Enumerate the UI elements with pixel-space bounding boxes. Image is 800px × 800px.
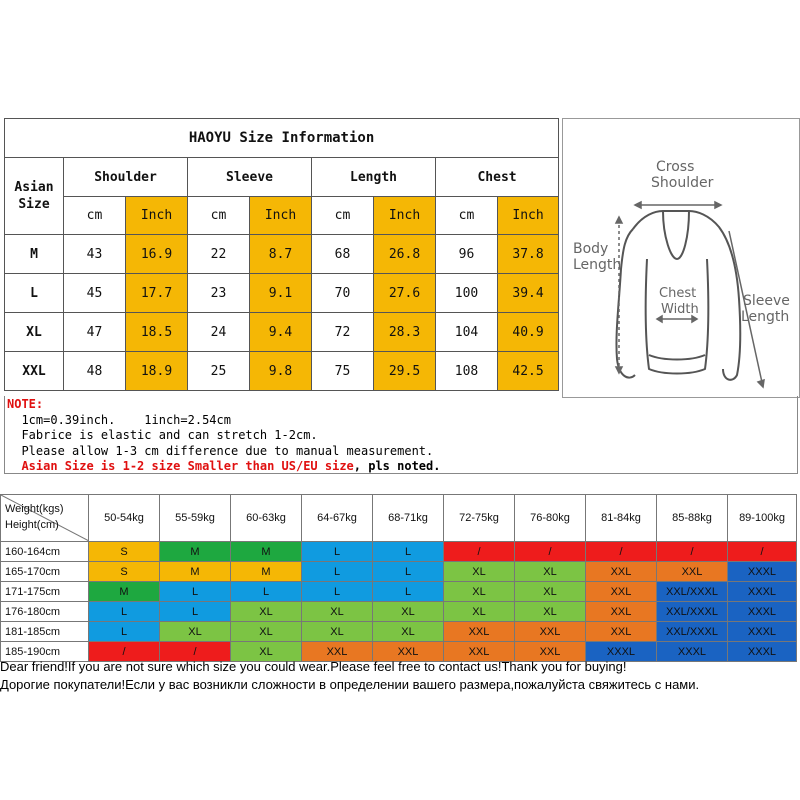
asian-size-warning: Asian Size is 1-2 size Smaller than US/EU size xyxy=(7,459,354,473)
size-recommendation-cell: XXL xyxy=(586,602,657,622)
subheader-inch: Inch xyxy=(498,197,559,235)
corner-height-label: Height(cm) xyxy=(5,519,59,531)
size-recommendation-cell: M xyxy=(160,542,231,562)
size-recommendation-cell: XXL xyxy=(444,642,515,662)
weight-column-header: 85-88kg xyxy=(657,495,728,542)
neckline-outline xyxy=(663,211,689,259)
size-recommendation-cell: L xyxy=(160,582,231,602)
size-recommendation-cell: L xyxy=(231,582,302,602)
size-recommendation-cell: XL xyxy=(515,562,586,582)
height-row xyxy=(1,542,797,562)
cm-value: 47 xyxy=(64,313,126,352)
subheader-cm: cm xyxy=(188,197,250,235)
height-label: 165-170cm xyxy=(1,562,89,582)
size-label: XXL xyxy=(5,352,64,391)
size-row xyxy=(5,313,559,352)
size-recommendation-cell: / xyxy=(728,542,797,562)
size-recommendation-cell: L xyxy=(160,602,231,622)
cm-value: 22 xyxy=(188,235,250,274)
group-header-length: Length xyxy=(312,158,436,197)
size-recommendation-cell: / xyxy=(657,542,728,562)
size-recommendation-cell: L xyxy=(373,542,444,562)
corner-diagonal xyxy=(1,495,89,541)
size-recommendation-cell: XL xyxy=(160,622,231,642)
height-row xyxy=(1,562,797,582)
size-recommendation-cell: XXL xyxy=(302,642,373,662)
cm-value: 68 xyxy=(312,235,374,274)
sweater-outline-figure xyxy=(563,119,799,397)
corner-weight-label: Weight(kgs) xyxy=(5,503,64,515)
size-recommendation-cell: L xyxy=(89,602,160,622)
sleeve-label: Sleeve xyxy=(743,293,790,309)
size-recommendation-cell: L xyxy=(302,542,373,562)
height-label: 185-190cm xyxy=(1,642,89,662)
size-recommendation-cell: XL xyxy=(373,622,444,642)
size-recommendation-cell: XL xyxy=(515,602,586,622)
sleeve-length-label: Length xyxy=(741,309,790,325)
size-recommendation-cell: XXL/XXXL xyxy=(657,622,728,642)
size-row xyxy=(5,235,559,274)
size-recommendation-cell: M xyxy=(231,542,302,562)
weight-column-header: 50-54kg xyxy=(89,495,160,542)
height-label: 160-164cm xyxy=(1,542,89,562)
weight-column-header: 76-80kg xyxy=(515,495,586,542)
size-recommendation-cell: XL xyxy=(444,582,515,602)
hem-outline xyxy=(649,355,705,360)
body-label: Body xyxy=(573,241,609,257)
size-recommendation-cell: / xyxy=(586,542,657,562)
size-recommendation-cell: XXL xyxy=(586,582,657,602)
size-recommendation-cell: XXXL xyxy=(586,642,657,662)
weight-column-header: 72-75kg xyxy=(444,495,515,542)
size-recommendation-cell: XXXL xyxy=(728,622,797,642)
inch-value: 9.4 xyxy=(250,313,312,352)
group-header-shoulder: Shoulder xyxy=(64,158,188,197)
note-box xyxy=(4,396,798,474)
weight-column-header: 68-71kg xyxy=(373,495,444,542)
corner-header xyxy=(1,495,89,542)
inch-value: 29.5 xyxy=(374,352,436,391)
subheader-cm: cm xyxy=(436,197,498,235)
chest-label: Chest xyxy=(659,286,697,301)
inch-value: 17.7 xyxy=(126,274,188,313)
height-row xyxy=(1,582,797,602)
height-label: 181-185cm xyxy=(1,622,89,642)
cross-label-1: Cross xyxy=(656,159,695,175)
cm-value: 24 xyxy=(188,313,250,352)
size-recommendation-cell: L xyxy=(373,582,444,602)
size-recommendation-cell: XXXL xyxy=(728,642,797,662)
subheader-inch: Inch xyxy=(126,197,188,235)
group-header-chest: Chest xyxy=(436,158,559,197)
size-recommendation-cell: XXXL xyxy=(728,562,797,582)
note-line-elastic: Fabrice is elastic and can stretch 1-2cm. xyxy=(7,428,318,442)
size-recommendation-cell: XL xyxy=(302,602,373,622)
size-recommendation-cell: XXL xyxy=(373,642,444,662)
size-recommendation-cell: M xyxy=(89,582,160,602)
inch-value: 27.6 xyxy=(374,274,436,313)
pls-noted: , pls noted. xyxy=(353,459,441,473)
cm-value: 72 xyxy=(312,313,374,352)
size-recommendation-cell: XXL xyxy=(515,642,586,662)
subheader-cm: cm xyxy=(64,197,126,235)
asian-size-header xyxy=(5,158,64,235)
asian-size-label: Asian Size xyxy=(14,180,54,212)
size-recommendation-cell: XXXL xyxy=(657,642,728,662)
cm-value: 108 xyxy=(436,352,498,391)
size-recommendation-cell: L xyxy=(89,622,160,642)
measurement-diagram xyxy=(562,118,800,398)
size-recommendation-cell: XXL xyxy=(515,622,586,642)
size-recommendation-cell: XXL xyxy=(586,622,657,642)
size-recommendation-cell: L xyxy=(302,582,373,602)
size-recommendation-cell: S xyxy=(89,542,160,562)
size-recommendation-cell: XXXL xyxy=(728,582,797,602)
size-recommendation-cell: XXL xyxy=(657,562,728,582)
table-title: HAOYU Size Information xyxy=(5,119,559,158)
weight-column-header: 81-84kg xyxy=(586,495,657,542)
size-recommendation-cell: XL xyxy=(231,642,302,662)
inch-value: 37.8 xyxy=(498,235,559,274)
subheader-inch: Inch xyxy=(374,197,436,235)
size-recommendation-cell: XXL xyxy=(444,622,515,642)
note-line-difference: Please allow 1-3 cm difference due to manual measurement. xyxy=(7,443,434,458)
size-row xyxy=(5,274,559,313)
inch-value: 26.8 xyxy=(374,235,436,274)
weight-column-header: 89-100kg xyxy=(728,495,797,542)
size-recommendation-cell: XXL/XXXL xyxy=(657,602,728,622)
size-information-table xyxy=(4,118,559,391)
size-recommendation-cell: XXXL xyxy=(728,602,797,622)
cm-value: 100 xyxy=(436,274,498,313)
footer-russian-message: Дорогие покупатели!Если у вас возникли сложности в определении вашего размера,пожалуйста свяжитесь с нами. xyxy=(0,677,700,692)
size-recommendation-cell: XL xyxy=(302,622,373,642)
size-recommendation-cell: XL xyxy=(373,602,444,622)
cm-value: 96 xyxy=(436,235,498,274)
subheader-cm: cm xyxy=(312,197,374,235)
weight-height-size-chart xyxy=(0,494,797,662)
size-row xyxy=(5,352,559,391)
size-recommendation-cell: XL xyxy=(515,582,586,602)
size-recommendation-cell: XL xyxy=(444,602,515,622)
width-label: Width xyxy=(661,302,699,317)
weight-column-header: 60-63kg xyxy=(231,495,302,542)
cm-value: 23 xyxy=(188,274,250,313)
size-label: L xyxy=(5,274,64,313)
inch-value: 28.3 xyxy=(374,313,436,352)
body-length-label: Length xyxy=(573,257,622,273)
size-recommendation-cell: M xyxy=(160,562,231,582)
cm-value: 70 xyxy=(312,274,374,313)
size-recommendation-cell: XXL/XXXL xyxy=(657,582,728,602)
inch-value: 8.7 xyxy=(250,235,312,274)
inch-value: 9.1 xyxy=(250,274,312,313)
inch-value: 42.5 xyxy=(498,352,559,391)
size-recommendation-cell: / xyxy=(160,642,231,662)
footer-english-message: Dear friend!If you are not sure which size you could wear.Please feel free to contact us!Thank you for buying! xyxy=(0,659,627,674)
note-line-conversion: 1cm=0.39inch. 1inch=2.54cm xyxy=(7,412,231,427)
note-line-asian-size xyxy=(7,459,797,475)
cm-value: 45 xyxy=(64,274,126,313)
inch-value: 18.9 xyxy=(126,352,188,391)
inch-value: 9.8 xyxy=(250,352,312,391)
size-recommendation-cell: / xyxy=(89,642,160,662)
note-label: NOTE: xyxy=(7,397,44,411)
weight-column-header: 64-67kg xyxy=(302,495,373,542)
inch-value: 39.4 xyxy=(498,274,559,313)
size-recommendation-cell: M xyxy=(231,562,302,582)
size-recommendation-cell: XXL xyxy=(586,562,657,582)
size-recommendation-cell: L xyxy=(302,562,373,582)
weight-column-header: 55-59kg xyxy=(160,495,231,542)
size-recommendation-cell: L xyxy=(373,562,444,582)
cm-value: 25 xyxy=(188,352,250,391)
size-label: XL xyxy=(5,313,64,352)
size-recommendation-cell: / xyxy=(444,542,515,562)
cm-value: 43 xyxy=(64,235,126,274)
size-recommendation-cell: XL xyxy=(231,622,302,642)
size-recommendation-cell: / xyxy=(515,542,586,562)
inch-value: 40.9 xyxy=(498,313,559,352)
shoulder-label: Shoulder xyxy=(651,175,714,191)
cm-value: 104 xyxy=(436,313,498,352)
inch-value: 16.9 xyxy=(126,235,188,274)
height-label: 176-180cm xyxy=(1,602,89,622)
cm-value: 75 xyxy=(312,352,374,391)
size-recommendation-cell: S xyxy=(89,562,160,582)
group-header-sleeve: Sleeve xyxy=(188,158,312,197)
inch-value: 18.5 xyxy=(126,313,188,352)
cm-value: 48 xyxy=(64,352,126,391)
size-label: M xyxy=(5,235,64,274)
height-label: 171-175cm xyxy=(1,582,89,602)
size-recommendation-cell: XL xyxy=(231,602,302,622)
subheader-inch: Inch xyxy=(250,197,312,235)
height-row xyxy=(1,622,797,642)
size-recommendation-cell: XL xyxy=(444,562,515,582)
height-row xyxy=(1,602,797,622)
